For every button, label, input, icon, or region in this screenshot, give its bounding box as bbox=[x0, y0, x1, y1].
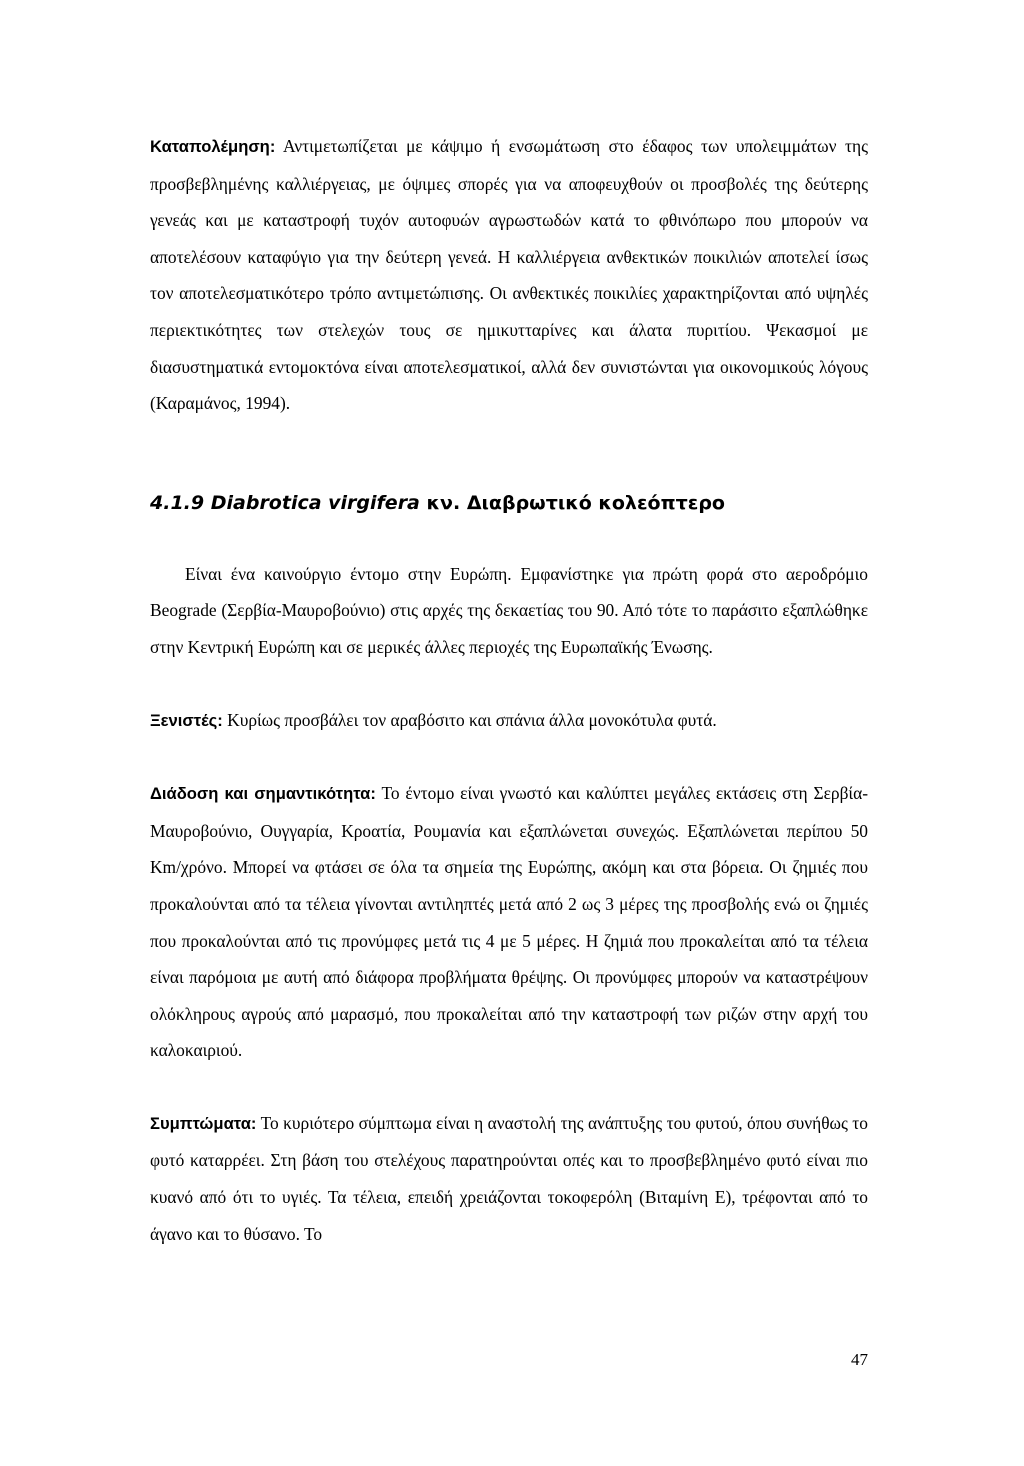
spread-label: Διάδοση και σημαντικότητα: bbox=[150, 784, 376, 804]
hosts-label: Ξενιστές: bbox=[150, 710, 223, 730]
spread-paragraph bbox=[150, 775, 868, 1069]
species-common-name: Διαβρωτικό κολεόπτερο bbox=[466, 491, 725, 514]
intro-paragraph: Είναι ένα καινούργιο έντομο στην Ευρώπη. Εμφανίστηκε για πρώτη φορά στο αεροδρόμιο Beograde (Σερβία-Μαυροβούνιο) στις αρχές της δεκαετίας του 90. Από τότε το παράσιτο εξαπλώθηκε στην Κεντρική Ευρώπη και σε μερικές άλλες περιοχές της Ευρωπαϊκής Ένωσης. bbox=[150, 563, 868, 657]
spacer bbox=[150, 518, 868, 556]
spread-text: Το έντομο είναι γνωστό και καλύπτει μεγάλες εκτάσεις στη Σερβία-Μαυροβούνιο, Ουγγαρία, Κροατία, Ρουμανία και εξαπλώνεται συνεχώς. Εξαπλώνεται περίπου 50 Km/χρόνο. Μπορεί να φτάσει σε όλα τα σημεία της Ευρώπης, ακόμη και στα βόρεια. Οι ζημιές που προκαλούνται από τα τέλεια γίνονται αντιληπτές μετά από 2 ως 3 μέρες της προσβολής ενώ οι ζημιές που προκαλούνται από τις προνύμφες μετά τις 4 με 5 μέρες. Η ζημιά που προκαλείται από τα τέλεια είναι παρόμοια με αυτή από διάφορα προβλήματα θρέψης. Οι προνύμφες μπορούν να καταστρέψουν ολόκληρους αγρούς από μαρασμό, που προκαλείται από την καταστροφή των ριζών στην αρχή του καλοκαιριού. bbox=[150, 783, 868, 1061]
symptoms-paragraph bbox=[150, 1105, 868, 1252]
hosts-text: Κυρίως προσβάλει τον αραβόσιτο και σπάνια άλλα μονοκότυλα φυτά. bbox=[222, 709, 717, 730]
spacer bbox=[150, 1069, 868, 1105]
symptoms-text: Το κυριότερο σύμπτωμα είναι η αναστολή της ανάπτυξης του φυτού, όπου συνήθως το φυτό καταρρέει. Στη βάση του στελέχους παρατηρούνται οπές και το προσβεβλημένο φυτό είναι πιο κυανό από ότι το υγιές. Τα τέλεια, επειδή χρειάζονται τοκοφερόλη (Βιταμίνη Ε), τρέφονται από το άγανο και το θύσανο. Το bbox=[150, 1112, 868, 1244]
symptoms-label: Συμπτώματα: bbox=[150, 1113, 257, 1133]
species-abbrev: κν. bbox=[426, 491, 461, 514]
control-label: Καταπολέμηση: bbox=[150, 137, 276, 156]
spacer bbox=[150, 739, 868, 775]
species-latin-name: Diabrotica virgifera bbox=[210, 491, 420, 514]
section-number: 4.1.9 bbox=[150, 491, 205, 514]
hosts-paragraph bbox=[150, 702, 868, 740]
section-heading bbox=[150, 488, 868, 518]
control-text: Αντιμετωπίζεται με κάψιμο ή ενσωμάτωση στο έδαφος των υπολειμμάτων της προσβεβλημένης καλλιέργειας, με όψιμες σπορές για να αποφευχθούν οι προσβολές της δεύτερης γενεάς και με καταστροφή τυχόν αυτοφυών αγρωστωδών κατά το φθινόπωρο που μπορούν να αποτελέσουν καταφύγιο για την δεύτερη γενεά. Η καλλιέργεια ανθεκτικών ποικιλιών αποτελεί ίσως τον αποτελεσματικότερο τρόπο αντιμετώπισης. Οι ανθεκτικές ποικιλίες χαρακτηρίζονται από υψηλές περιεκτικότητες των στελεχών τους σε ημικυτταρίνες και άλατα πυριτίου. Ψεκασμοί με διασυστηματικά εντομοκτόνα είναι αποτελεσματικοί, αλλά δεν συνιστώνται για οικονομικούς λόγους (Καραμάνος, 1994). bbox=[150, 136, 868, 414]
control-paragraph bbox=[150, 128, 868, 422]
spacer bbox=[150, 666, 868, 702]
spacer bbox=[150, 422, 868, 488]
page-number: 47 bbox=[851, 1350, 868, 1369]
document-page bbox=[150, 128, 868, 1252]
